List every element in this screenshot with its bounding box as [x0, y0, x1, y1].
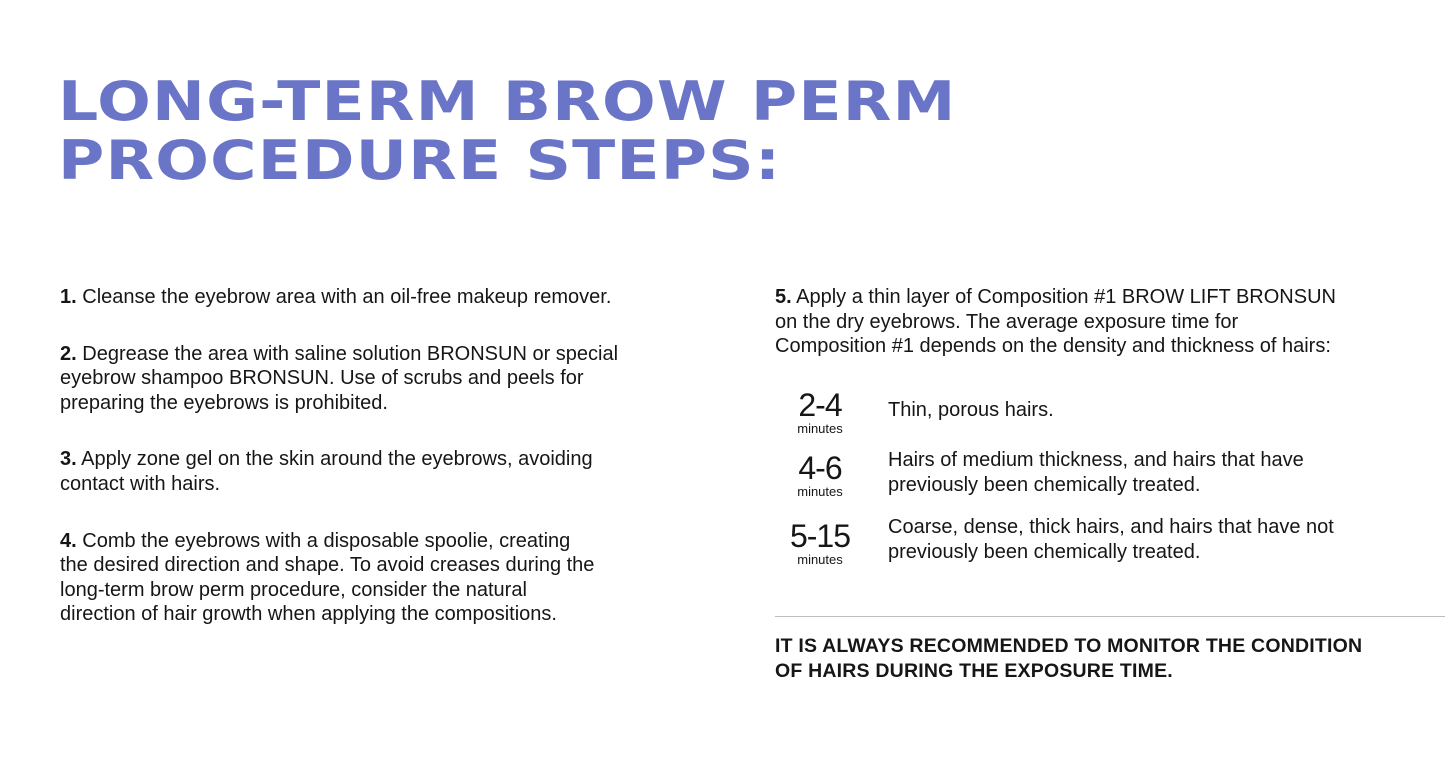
page-title-line-1: LONG-TERM BROW PERM	[58, 70, 957, 133]
step-text: Apply zone gel on the skin around the eyebrows, avoiding contact with hairs.	[60, 448, 593, 495]
exposure-time-value: 4-6	[798, 450, 842, 486]
step-number: 5.	[775, 286, 792, 308]
step-1	[60, 285, 640, 310]
exposure-time-description: Coarse, dense, thick hairs, and hairs that have not previously been chemically treated.	[888, 516, 1334, 563]
step-3	[60, 447, 620, 496]
step-4	[60, 529, 600, 627]
step-text: Cleanse the eyebrow area with an oil-free makeup remover.	[82, 286, 612, 308]
page-title-line-2: PROCEDURE STEPS:	[58, 129, 782, 192]
step-2	[60, 342, 625, 416]
step-text: Comb the eyebrows with a disposable spoolie, creating the desired direction and shape. To avoid creases during the long-term brow perm procedure, consider the natural direction of hair growth when applying the compositions.	[60, 529, 595, 626]
exposure-time-badge	[775, 389, 865, 437]
steps-right-column	[775, 285, 1415, 567]
step-text: Apply a thin layer of Composition #1 BROW LIFT BRONSUN on the dry eyebrows. The average exposure time for Composition #1 depends on the density and thickness of hairs:	[775, 286, 1336, 358]
step-text: Degrease the area with saline solution BRONSUN or special eyebrow shampoo BRONSUN. Use of scrubs and peels for preparing the eyebrows is prohibited.	[60, 342, 619, 414]
exposure-time-unit: minutes	[797, 421, 843, 436]
exposure-time-badge	[775, 520, 865, 568]
step-number: 2.	[60, 342, 77, 365]
section-divider	[775, 616, 1445, 617]
exposure-time-description: Thin, porous hairs.	[888, 399, 1054, 421]
exposure-time-value: 5-15	[789, 518, 851, 554]
exposure-time-description: Hairs of medium thickness, and hairs that have previously been chemically treated.	[888, 449, 1304, 496]
steps-left-column	[60, 285, 660, 659]
step-number: 3.	[60, 448, 77, 471]
exposure-time-unit: minutes	[797, 552, 843, 567]
step-number: 1.	[60, 286, 77, 308]
recommendation-note: IT IS ALWAYS RECOMMENDED TO MONITOR THE CONDITION OF HAIRS DURING THE EXPOSURE TIME.	[775, 635, 1363, 682]
exposure-time-badge	[775, 452, 865, 500]
step-number: 4.	[60, 529, 77, 552]
step-5	[775, 285, 1345, 359]
exposure-time-value: 2-4	[798, 387, 842, 423]
exposure-time-unit: minutes	[797, 484, 843, 499]
page-title	[58, 72, 957, 190]
